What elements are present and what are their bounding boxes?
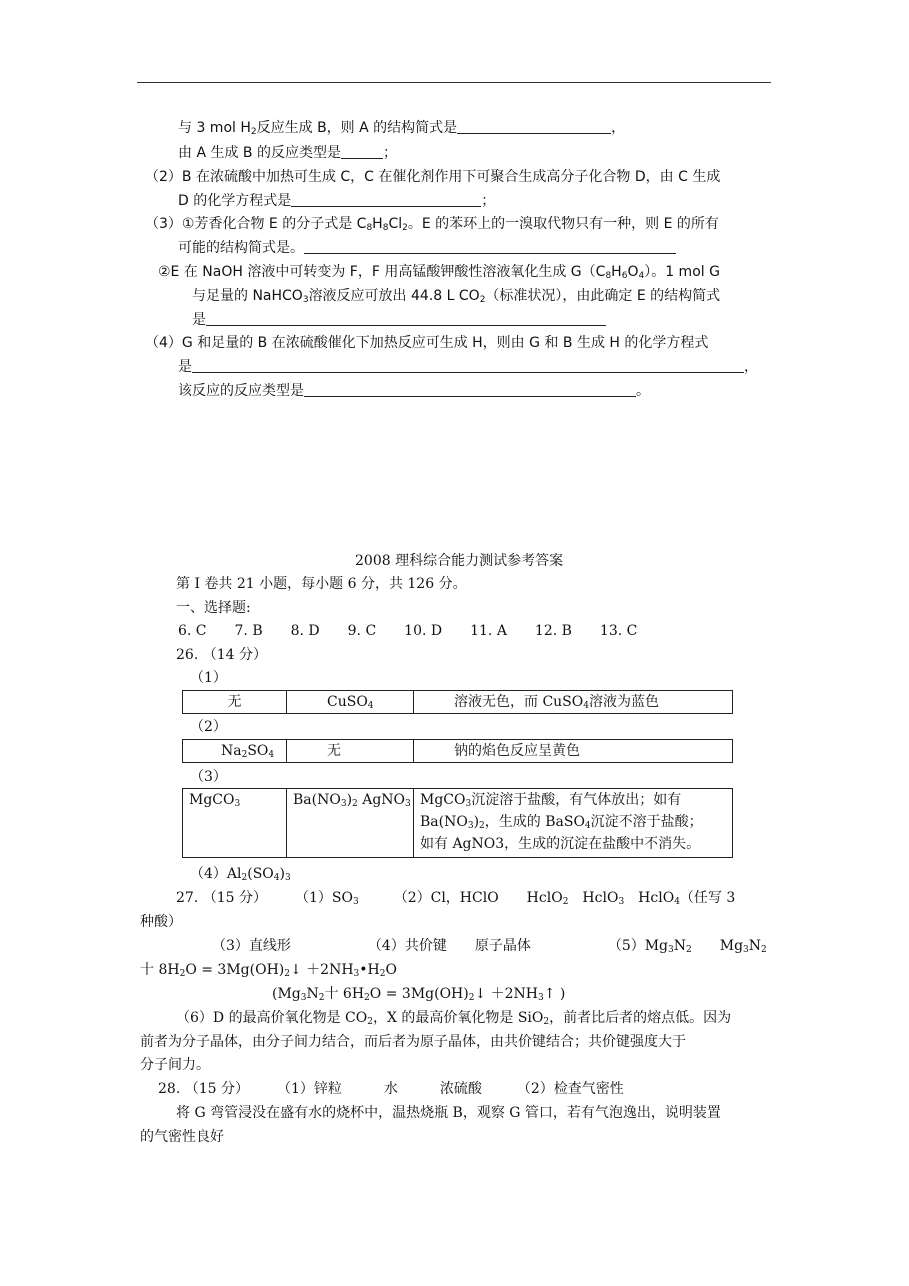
question-line-3: （2）B 在浓硫酸中加热可生成 C，C 在催化剂作用下可聚合生成高分子化合物 D，由 C 生成 [145, 169, 721, 185]
question-line-8: 与足量的 NaHCO$_3$溶液反应可放出 44.8 L $CO_2$（标准状况），由此确定 E 的结构简式 [192, 288, 721, 305]
choice-answers: 6. C 7. B 8. D 9. C 10. D 11. A 12. B 13. C [178, 623, 638, 639]
answer-blank [192, 358, 744, 373]
question-line-11: 是 ， [178, 359, 758, 375]
q26-heading: 26. （14 分） [176, 647, 267, 663]
section-heading: 一、选择题: [176, 600, 251, 616]
answers-intro: 第 I 卷共 21 小题，每小题 6 分，共 126 分。 [176, 576, 467, 592]
part-label: （2） [190, 719, 227, 735]
question-line-7: ②E 在 NaOH 溶液中可转变为 F，F 用高锰酸钾酸性溶液氧化生成 $G(C_8H_6O_4)$。1 mol G [158, 264, 720, 281]
q27-line-3: （3）直线形 （4）共价键 原子晶体 $(5)Mg_3N_2$ $Mg_3N_2$ [212, 938, 767, 955]
table-cell: $Na_2SO_4$ [183, 740, 287, 763]
question-line-4: D 的化学方程式是 ； [178, 193, 496, 209]
question-line-9: 是 [192, 310, 606, 330]
question-line-6: 可能的结构简式是。 [178, 238, 676, 258]
answer-table-3 [182, 788, 733, 858]
table-cell: 溶液无色，而 CuSO$_4$溶液为蓝色 [414, 691, 733, 714]
answer-table-2 [182, 739, 733, 763]
answer-blank [291, 192, 481, 207]
question-line-5: （3）①芳香化合物 E 的分子式是 $C_8H_8Cl_2$。E 的苯环上的一溴取代物只有一种，则 E 的所有 [145, 216, 719, 233]
q28-line-1: 28. （15 分） （1）锌粒 水 浓硫酸 （2）检查气密性 [158, 1081, 624, 1097]
q28-line-3: 的气密性良好 [140, 1129, 224, 1145]
header-rule [137, 82, 771, 83]
table-cell: $Ba(NO_3)_2$ AgNO$_3$ [287, 789, 414, 858]
answer-blank [457, 119, 611, 134]
part-label: （3） [190, 769, 227, 785]
part-label: （1） [190, 670, 227, 686]
table-cell: 钠的焰色反应呈黄色 [414, 740, 733, 763]
q27-line-4: 十 $8H_2O$ = $3Mg(OH)_2↓$ $+2NH_3•H_2O$ [140, 962, 397, 979]
q27-line-2: 种酸） [140, 914, 182, 930]
table-cell: MgCO$_3$沉淀溶于盐酸，有气体放出；如有 $Ba(NO_3)_2$，生成的 BaSO$_4$沉淀不溶于盐酸； 如有 AgNO3，生成的沉淀在盐酸中不消失。 [414, 789, 733, 858]
q27-line-1: 27. （15 分） $(1)SO_3$ （2）Cl，HClO HclO$_2$ HclO$_3$ HclO$_4$（任写 3 [176, 890, 736, 907]
q27-line-6: （6）D 的最高价氧化物是 $CO_2$，X 的最高价氧化物是 SiO$_2$，前者比后者的熔点低。因为 [176, 1010, 732, 1027]
answer-table-1 [182, 690, 733, 714]
answers-title: 2008 理科综合能力测试参考答案 [355, 553, 564, 569]
table-cell: CuSO$_4$ [287, 691, 414, 714]
table-cell: 无 [287, 740, 414, 763]
part-label: $(4)Al_2(SO_4)_3$ [190, 866, 291, 883]
question-line-12: 该反应的反应类型是 。 [178, 383, 650, 399]
table-cell: MgCO$_3$ [183, 789, 287, 858]
answer-blank [304, 382, 636, 397]
question-line-1: 与 3 mol $H_2$反应生成 B，则 A 的结构简式是 ， [178, 120, 626, 137]
table-row [183, 740, 733, 763]
q27-line-5: ($Mg_3N_2$十 $6H_2O$ = $3Mg(OH)_2↓$ $+2NH_3↑$ ) [272, 986, 566, 1003]
answer-blank [206, 311, 606, 326]
table-row [183, 789, 733, 858]
q27-line-7: 前者为分子晶体，由分子间力结合，而后者为原子晶体，由共价键结合；共价键强度大于 [140, 1034, 686, 1050]
q28-line-2: 将 G 弯管浸没在盛有水的烧杯中，温热烧瓶 B，观察 G 管口，若有气泡逸出，说明装置 [176, 1105, 721, 1121]
question-line-10: （4）G 和足量的 B 在浓硫酸催化下加热反应可生成 H，则由 G 和 B 生成 H 的化学方程式 [145, 335, 709, 351]
q27-line-8: 分子间力。 [140, 1057, 210, 1073]
table-cell: 无 [183, 691, 287, 714]
answer-blank [341, 144, 383, 159]
question-line-2: 由 A 生成 B 的反应类型是 ； [178, 145, 397, 161]
answer-blank [304, 239, 676, 254]
table-row [183, 691, 733, 714]
